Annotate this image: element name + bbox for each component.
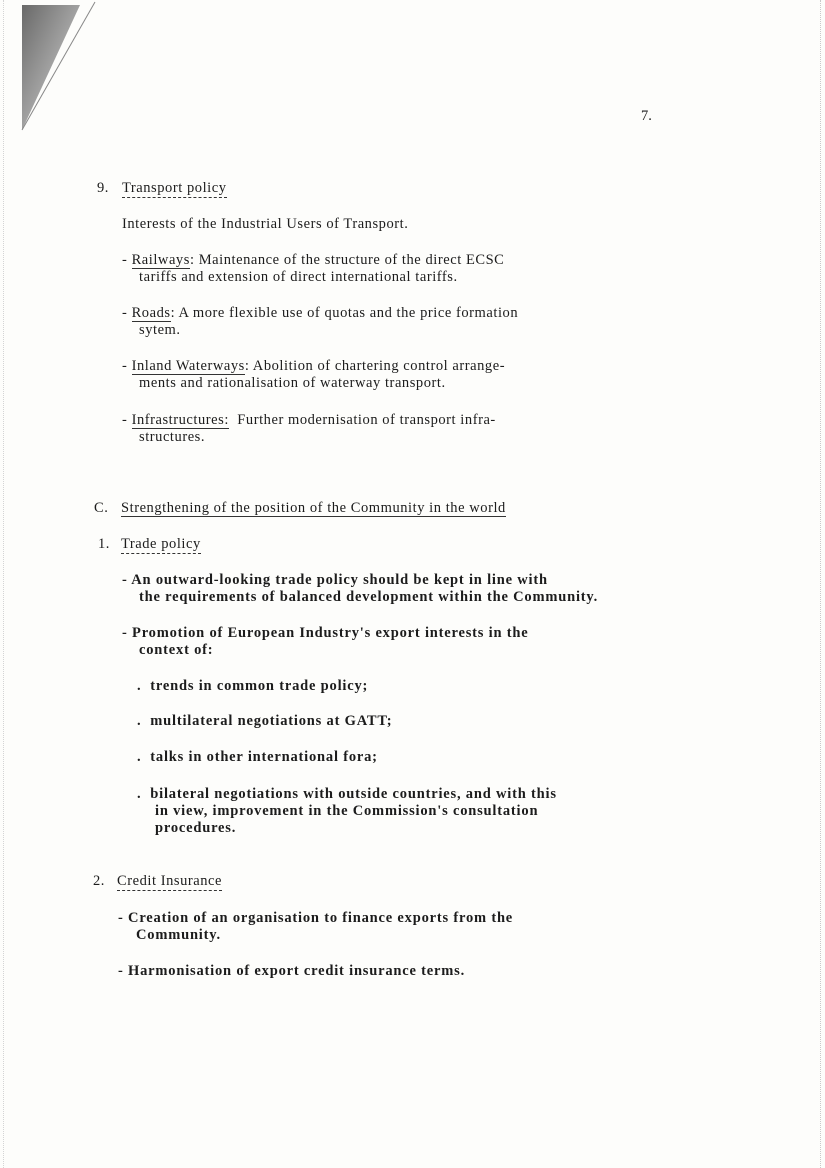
section-9-heading: Transport policy [122,180,227,196]
sub-item-bilateral-cont-1: in view, improvement in the Commission's consultation [155,803,539,819]
trade-item-2: - Promotion of European Industry's export interests in the [122,625,529,641]
sub-item-fora: . talks in other international fora; [137,749,378,765]
trade-item-1: - An outward-looking trade policy should be kept in line with [122,572,548,588]
page-number: 7. [641,108,652,124]
staple-corner-shadow [0,0,100,140]
section-9-intro: Interests of the Industrial Users of Transport. [122,216,409,232]
credit-item-1: - Creation of an organisation to finance exports from the [118,910,514,926]
railways-item: - Railways: Maintenance of the structure of the direct ECSC [122,252,505,268]
trade-item-1-cont: the requirements of balanced development within the Community. [139,589,599,605]
section-2-heading: Credit Insurance [117,873,223,889]
sub-item-bilateral: . bilateral negotiations with outside countries, and with this [137,786,557,802]
section-1-number: 1. [98,536,110,552]
sub-item-gatt: . multilateral negotiations at GATT; [137,713,393,729]
waterways-item-cont: ments and rationalisation of waterway transport. [139,375,446,391]
section-1-heading: Trade policy [121,536,201,552]
section-c-letter: C. [94,500,109,516]
section-c-heading: Strengthening of the position of the Community in the world [121,500,506,516]
credit-item-1-cont: Community. [136,927,221,943]
railways-item-cont: tariffs and extension of direct international tariffs. [139,269,458,285]
infrastructures-item: - Infrastructures: Further modernisation of transport infra- [122,412,496,428]
trade-item-2-cont: context of: [139,642,214,658]
scan-right-edge [819,0,821,1168]
scan-left-edge [3,0,5,1168]
credit-item-2: - Harmonisation of export credit insurance terms. [118,963,466,979]
sub-item-trends: . trends in common trade policy; [137,678,369,694]
roads-item-cont: sytem. [139,322,181,338]
section-9-number: 9. [97,180,109,196]
infrastructures-item-cont: structures. [139,429,206,445]
sub-item-bilateral-cont-2: procedures. [155,820,237,836]
waterways-item: - Inland Waterways: Abolition of chartering control arrange- [122,358,506,374]
roads-item: - Roads: A more flexible use of quotas and the price formation [122,305,519,321]
section-2-number: 2. [93,873,105,889]
